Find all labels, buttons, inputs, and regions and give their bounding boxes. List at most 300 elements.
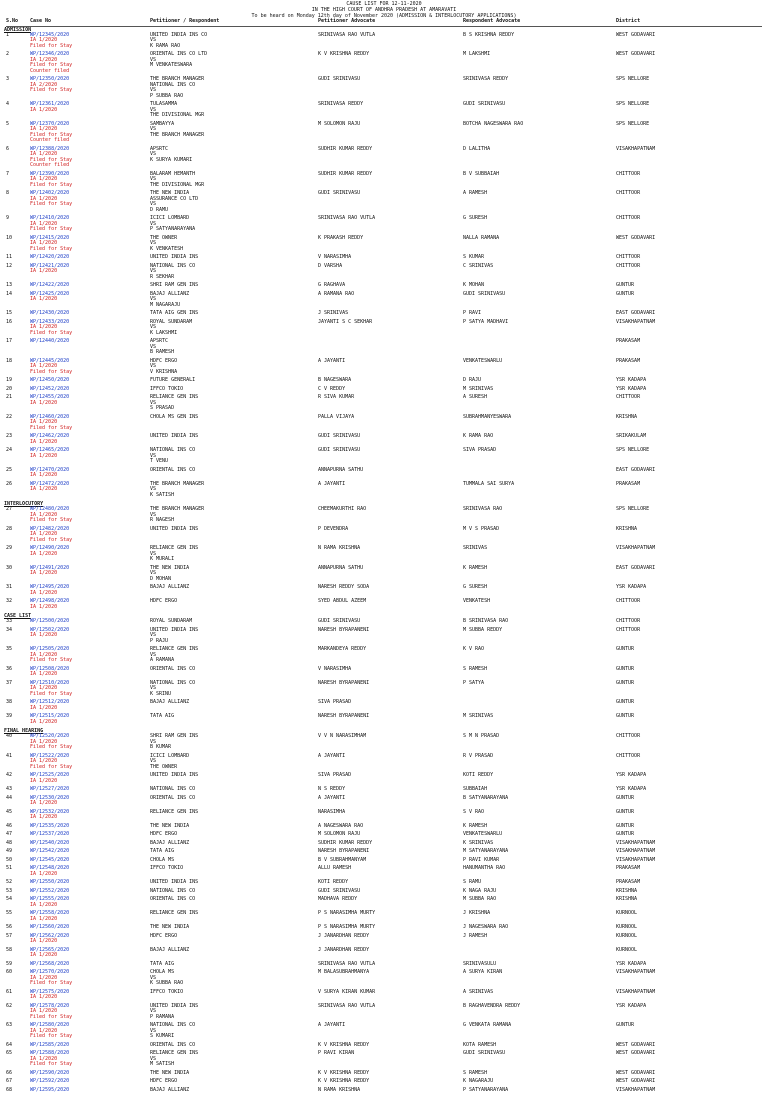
case-number-link[interactable]: WP/12465/2020 xyxy=(30,448,150,454)
case-status-note: Filed for Stay xyxy=(30,538,150,544)
party-names-cell xyxy=(150,191,318,213)
district: YSR KADAPA xyxy=(616,773,766,784)
case-number-link[interactable]: WP/12527/2020 xyxy=(30,787,150,793)
party-names-cell xyxy=(150,292,318,309)
respondent-advocate: A RAMESH xyxy=(463,191,616,213)
respondent-advocate: P SATYA xyxy=(463,681,616,698)
col-sno: S.No xyxy=(0,19,30,25)
case-number-link[interactable]: WP/12525/2020 xyxy=(30,773,150,779)
petitioner-advocate: N RAMA KRISHNA xyxy=(318,546,463,563)
petitioner-advocate: A JAYANTI xyxy=(318,359,463,376)
party-name: P SATYANARAYANA xyxy=(150,227,318,233)
case-number-link[interactable]: WP/12545/2020 xyxy=(30,858,150,864)
case-number-link[interactable]: WP/12420/2020 xyxy=(30,255,150,261)
party-name: NATIONAL INS CO xyxy=(150,264,318,270)
case-number-link[interactable]: WP/12345/2020 xyxy=(30,33,150,39)
respondent-advocate: K V RAO xyxy=(463,647,616,664)
district: CHITTOOR xyxy=(616,754,766,771)
table-row xyxy=(0,962,768,968)
respondent-advocate: K NAGA RAJU xyxy=(463,889,616,895)
case-status-note: Filed for Stay xyxy=(30,1062,150,1068)
case-number-link[interactable]: WP/12578/2020 xyxy=(30,1004,150,1010)
party-names-cell xyxy=(150,264,318,281)
party-name: VS xyxy=(150,202,318,208)
district: GUNTUR xyxy=(616,796,766,807)
party-name: TATA AIG GEN INS xyxy=(150,311,318,317)
case-status-note: IA 1/2020 xyxy=(30,686,150,692)
party-name: VS xyxy=(150,653,318,659)
district: KRISHNA xyxy=(616,889,766,895)
case-number-link[interactable]: WP/12515/2020 xyxy=(30,714,150,720)
district: KRISHNA xyxy=(616,897,766,908)
case-status-note: Filed for Stay xyxy=(30,981,150,987)
party-name: M SATISH xyxy=(150,1062,318,1068)
party-name: P RAJU xyxy=(150,639,318,645)
case-number-link[interactable]: WP/12505/2020 xyxy=(30,647,150,653)
petitioner-advocate: SRINIVASA RAO VUTLA xyxy=(318,1004,463,1021)
case-number-link[interactable]: WP/12570/2020 xyxy=(30,970,150,976)
table-row xyxy=(0,925,768,931)
district: KURNOOL xyxy=(616,911,766,922)
case-number-link[interactable]: WP/12350/2020 xyxy=(30,77,150,83)
party-name: VS xyxy=(150,487,318,493)
petitioner-advocate: SIVA PRASAD xyxy=(318,700,463,711)
case-number-cell xyxy=(30,378,150,384)
case-number-link[interactable]: WP/12498/2020 xyxy=(30,599,150,605)
respondent-advocate: S KUMAR xyxy=(463,255,616,261)
respondent-advocate: S RAMU xyxy=(463,880,616,886)
district: YSR KADAPA xyxy=(616,787,766,793)
party-name: T VENU xyxy=(150,459,318,465)
table-row xyxy=(0,448,768,465)
case-number-link[interactable]: WP/12455/2020 xyxy=(30,395,150,401)
case-number-link[interactable]: WP/12410/2020 xyxy=(30,216,150,222)
serial-number: 31 xyxy=(0,585,30,596)
case-number-link[interactable]: WP/12540/2020 xyxy=(30,841,150,847)
table-row xyxy=(0,832,768,838)
case-number-link[interactable]: WP/12452/2020 xyxy=(30,387,150,393)
petitioner-advocate: ALLU RAMESH xyxy=(318,866,463,877)
case-status-note: IA 1/2020 xyxy=(30,325,150,331)
respondent-advocate: VENKATESWARLU xyxy=(463,832,616,838)
serial-number: 37 xyxy=(0,681,30,698)
respondent-advocate: R V PRASAD xyxy=(463,754,616,771)
party-name: THE OWNER xyxy=(150,236,318,242)
respondent-advocate: S V RAO xyxy=(463,810,616,821)
party-name: THE BRANCH MANAGER xyxy=(150,77,318,83)
district: KURNOOL xyxy=(616,934,766,945)
respondent-advocate: K RAMESH xyxy=(463,566,616,583)
case-number-link[interactable]: WP/12530/2020 xyxy=(30,796,150,802)
case-number-link[interactable]: WP/12542/2020 xyxy=(30,849,150,855)
case-status-note: IA 1/2020 xyxy=(30,720,150,726)
respondent-advocate: B RAGHAVENDRA REDDY xyxy=(463,1004,616,1021)
serial-number: 23 xyxy=(0,434,30,445)
case-number-link[interactable]: WP/12495/2020 xyxy=(30,585,150,591)
party-names-cell xyxy=(150,714,318,725)
serial-number: 16 xyxy=(0,320,30,337)
respondent-advocate: M SRINIVAS xyxy=(463,714,616,725)
serial-number: 6 xyxy=(0,147,30,169)
table-row xyxy=(0,858,768,864)
party-name: VS xyxy=(150,177,318,183)
case-number-cell xyxy=(30,990,150,1001)
party-name: SHRI RAM GEN INS xyxy=(150,283,318,289)
party-name: RELIANCE GEN INS xyxy=(150,395,318,401)
case-number-link[interactable]: WP/12548/2020 xyxy=(30,866,150,872)
party-name: VS xyxy=(150,571,318,577)
section-heading: ADMISSION xyxy=(4,27,768,33)
case-number-link[interactable]: WP/12595/2020 xyxy=(30,1088,150,1093)
respondent-advocate: P SATYANARAYANA xyxy=(463,1088,616,1093)
party-names-cell xyxy=(150,122,318,144)
case-number-link[interactable]: WP/12562/2020 xyxy=(30,934,150,940)
party-name: TATA AIG xyxy=(150,714,318,720)
case-number-link[interactable]: WP/12421/2020 xyxy=(30,264,150,270)
case-status-note: Filed for Stay xyxy=(30,133,150,139)
serial-number: 10 xyxy=(0,236,30,253)
case-number-cell xyxy=(30,395,150,412)
case-status-note: Filed for Stay xyxy=(30,426,150,432)
case-number-cell xyxy=(30,619,150,625)
district: SRIKAKULAM xyxy=(616,434,766,445)
case-number-link[interactable]: WP/12346/2020 xyxy=(30,52,150,58)
table-row xyxy=(0,849,768,855)
party-names-cell xyxy=(150,734,318,751)
case-status-note: IA 1/2020 xyxy=(30,454,150,460)
table-row xyxy=(0,934,768,945)
case-number-link[interactable]: WP/12555/2020 xyxy=(30,897,150,903)
case-number-link[interactable]: WP/12568/2020 xyxy=(30,962,150,968)
party-name: IFFCO TOKIO xyxy=(150,990,318,996)
case-number-link[interactable]: WP/12482/2020 xyxy=(30,527,150,533)
case-number-link[interactable]: WP/12480/2020 xyxy=(30,507,150,513)
case-number-link[interactable]: WP/12552/2020 xyxy=(30,889,150,895)
case-number-link[interactable]: WP/12361/2020 xyxy=(30,102,150,108)
respondent-advocate: GUDI SRINIVASU xyxy=(463,1051,616,1068)
case-number-cell xyxy=(30,911,150,922)
party-names-cell xyxy=(150,970,318,987)
case-number-link[interactable]: WP/12537/2020 xyxy=(30,832,150,838)
party-names-cell xyxy=(150,866,318,877)
party-names-cell xyxy=(150,448,318,465)
table-row xyxy=(0,395,768,412)
district: YSR KADAPA xyxy=(616,378,766,384)
petitioner-advocate: NARESH REDDY SODA xyxy=(318,585,463,596)
district: WEST GODAVARI xyxy=(616,52,766,74)
table-row xyxy=(0,33,768,50)
case-number-link[interactable]: WP/12491/2020 xyxy=(30,566,150,572)
case-number-link[interactable]: WP/12370/2020 xyxy=(30,122,150,128)
case-number-link[interactable]: WP/12520/2020 xyxy=(30,734,150,740)
respondent-advocate: KOTA RAMESH xyxy=(463,1043,616,1049)
case-number-link[interactable]: WP/12422/2020 xyxy=(30,283,150,289)
table-row xyxy=(0,647,768,664)
party-name: THE NEW INDIA xyxy=(150,925,318,931)
serial-number: 2 xyxy=(0,52,30,74)
table-row xyxy=(0,841,768,847)
party-name: BAJAJ ALLIANZ xyxy=(150,585,318,591)
serial-number: 21 xyxy=(0,395,30,412)
case-status-note: IA 1/2020 xyxy=(30,487,150,493)
petitioner-advocate: SRINIVASA RAO VUTLA xyxy=(318,962,463,968)
serial-number: 61 xyxy=(0,990,30,1001)
party-name: VS xyxy=(150,513,318,519)
district: VISAKHAPATNAM xyxy=(616,970,766,987)
table-row xyxy=(0,507,768,524)
party-names-cell xyxy=(150,1051,318,1068)
col-party: Petitioner / Respondent xyxy=(150,19,318,25)
petitioner-advocate: M SOLOMON RAJU xyxy=(318,832,463,838)
case-number-link[interactable]: WP/12510/2020 xyxy=(30,681,150,687)
party-name: ORIENTAL INS CO xyxy=(150,1043,318,1049)
party-name: M NAGARAJU xyxy=(150,303,318,309)
case-number-cell xyxy=(30,102,150,119)
petitioner-advocate: K V KRISHNA REDDY xyxy=(318,1071,463,1077)
case-number-link[interactable]: WP/12535/2020 xyxy=(30,824,150,830)
case-number-cell xyxy=(30,810,150,821)
case-number-cell xyxy=(30,216,150,233)
district: VISAKHAPATNAM xyxy=(616,858,766,864)
case-status-note: Counter filed xyxy=(30,69,150,75)
table-row xyxy=(0,320,768,337)
case-number-link[interactable]: WP/12460/2020 xyxy=(30,415,150,421)
case-status-note: Filed for Stay xyxy=(30,202,150,208)
case-status-note: IA 1/2020 xyxy=(30,38,150,44)
table-row xyxy=(0,628,768,645)
party-name: K MURALI xyxy=(150,557,318,563)
table-row xyxy=(0,824,768,830)
serial-number: 49 xyxy=(0,849,30,855)
petitioner-advocate: NARESH BYRAPANENI xyxy=(318,714,463,725)
party-name: BAJAJ ALLIANZ xyxy=(150,292,318,298)
section-heading: FINAL HEARING xyxy=(4,728,768,734)
party-name: NATIONAL INS CO xyxy=(150,889,318,895)
serial-number: 55 xyxy=(0,911,30,922)
district: WEST GODAVARI xyxy=(616,1071,766,1077)
case-number-link[interactable]: WP/12560/2020 xyxy=(30,925,150,931)
case-status-note: Filed for Stay xyxy=(30,88,150,94)
petitioner-advocate: SRINIVASA REDDY xyxy=(318,102,463,119)
party-name: HDFC ERGO xyxy=(150,934,318,940)
case-status-note: Filed for Stay xyxy=(30,227,150,233)
col-res-adv: Respondent Advocate xyxy=(463,19,616,25)
serial-number: 40 xyxy=(0,734,30,751)
district: CHITTOOR xyxy=(616,619,766,625)
case-number-link[interactable]: WP/12430/2020 xyxy=(30,311,150,317)
party-name: BAJAJ ALLIANZ xyxy=(150,948,318,954)
case-number-link[interactable]: WP/12580/2020 xyxy=(30,1023,150,1029)
party-name: RELIANCE GEN INS xyxy=(150,911,318,917)
table-row xyxy=(0,700,768,711)
party-name: UNITED INDIA INS xyxy=(150,628,318,634)
case-number-link[interactable]: WP/12425/2020 xyxy=(30,292,150,298)
serial-number: 36 xyxy=(0,667,30,678)
case-number-link[interactable]: WP/12490/2020 xyxy=(30,546,150,552)
party-names-cell xyxy=(150,754,318,771)
respondent-advocate: M SUBBA RAO xyxy=(463,897,616,908)
respondent-advocate: M SATYANARAYANA xyxy=(463,849,616,855)
case-number-cell xyxy=(30,889,150,895)
serial-number: 68 xyxy=(0,1088,30,1093)
case-status-note: IA 1/2020 xyxy=(30,976,150,982)
district: YSR KADAPA xyxy=(616,585,766,596)
case-number-link[interactable]: WP/12565/2020 xyxy=(30,948,150,954)
case-number-cell xyxy=(30,858,150,864)
table-row xyxy=(0,387,768,393)
case-number-link[interactable]: WP/12472/2020 xyxy=(30,482,150,488)
party-name: THE BRANCH MANAGER xyxy=(150,507,318,513)
respondent-advocate: BOTCHA NAGESWARA RAO xyxy=(463,122,616,144)
party-name: HDFC ERGO xyxy=(150,599,318,605)
serial-number: 5 xyxy=(0,122,30,144)
respondent-advocate xyxy=(463,948,616,959)
case-number-link[interactable]: WP/12588/2020 xyxy=(30,1051,150,1057)
table-row xyxy=(0,734,768,751)
respondent-advocate: SRINIVASA REDDY xyxy=(463,77,616,99)
serial-number: 28 xyxy=(0,527,30,544)
case-number-link[interactable]: WP/12532/2020 xyxy=(30,810,150,816)
party-name: ORIENTAL INS CO xyxy=(150,468,318,474)
case-number-link[interactable]: WP/12512/2020 xyxy=(30,700,150,706)
case-number-cell xyxy=(30,527,150,544)
case-number-link[interactable]: WP/12415/2020 xyxy=(30,236,150,242)
district: VISAKHAPATNAM xyxy=(616,147,766,169)
respondent-advocate: G VENKATA RAMANA xyxy=(463,1023,616,1040)
case-number-link[interactable]: WP/12433/2020 xyxy=(30,320,150,326)
case-number-link[interactable]: WP/12462/2020 xyxy=(30,434,150,440)
serial-number: 46 xyxy=(0,824,30,830)
party-name: VS xyxy=(150,88,318,94)
district: SPS NELLORE xyxy=(616,77,766,99)
col-district: District xyxy=(616,19,766,25)
party-names-cell xyxy=(150,311,318,317)
district: KRISHNA xyxy=(616,527,766,544)
case-number-link[interactable]: WP/12450/2020 xyxy=(30,378,150,384)
case-number-link[interactable]: WP/12390/2020 xyxy=(30,172,150,178)
party-names-cell xyxy=(150,482,318,499)
case-number-link[interactable]: WP/12402/2020 xyxy=(30,191,150,197)
case-number-link[interactable]: WP/12585/2020 xyxy=(30,1043,150,1049)
party-name: S PRASAD xyxy=(150,406,318,412)
case-number-link[interactable]: WP/12508/2020 xyxy=(30,667,150,673)
case-status-note: IA 1/2020 xyxy=(30,127,150,133)
table-row xyxy=(0,359,768,376)
table-row xyxy=(0,1004,768,1021)
party-name: VS xyxy=(150,454,318,460)
party-name: RELIANCE GEN INS xyxy=(150,647,318,653)
case-number-link[interactable]: WP/12470/2020 xyxy=(30,468,150,474)
case-number-link[interactable]: WP/12558/2020 xyxy=(30,911,150,917)
case-status-note: IA 1/2020 xyxy=(30,364,150,370)
party-names-cell xyxy=(150,1043,318,1049)
case-number-link[interactable]: WP/12575/2020 xyxy=(30,990,150,996)
party-name: THE NEW INDIA xyxy=(150,824,318,830)
case-status-note: Filed for Stay xyxy=(30,658,150,664)
case-status-note: Filed for Stay xyxy=(30,745,150,751)
case-number-cell xyxy=(30,948,150,959)
party-name: B RAMESH xyxy=(150,350,318,356)
petitioner-advocate: K PRAKASH REDDY xyxy=(318,236,463,253)
serial-number: 41 xyxy=(0,754,30,771)
petitioner-advocate: NARASIMHA xyxy=(318,810,463,821)
case-number-link[interactable]: WP/12522/2020 xyxy=(30,754,150,760)
serial-number: 34 xyxy=(0,628,30,645)
case-number-cell xyxy=(30,734,150,751)
table-row xyxy=(0,681,768,698)
party-names-cell xyxy=(150,387,318,393)
table-row xyxy=(0,787,768,793)
serial-number: 64 xyxy=(0,1043,30,1049)
case-number-cell xyxy=(30,1088,150,1093)
case-number-link[interactable]: WP/12592/2020 xyxy=(30,1079,150,1085)
table-row xyxy=(0,1071,768,1077)
serial-number: 45 xyxy=(0,810,30,821)
table-row xyxy=(0,599,768,610)
case-number-link[interactable]: WP/12445/2020 xyxy=(30,359,150,365)
case-number-link[interactable]: WP/12388/2020 xyxy=(30,147,150,153)
party-name: CHOLA MS xyxy=(150,858,318,864)
serial-number: 59 xyxy=(0,962,30,968)
party-names-cell xyxy=(150,962,318,968)
petitioner-advocate: R SIVA KUMAR xyxy=(318,395,463,412)
party-name: BAJAJ ALLIANZ xyxy=(150,841,318,847)
serial-number: 33 xyxy=(0,619,30,625)
case-number-link[interactable]: WP/12502/2020 xyxy=(30,628,150,634)
respondent-advocate: VENKATESWARLU xyxy=(463,359,616,376)
serial-number: 66 xyxy=(0,1071,30,1077)
serial-number: 20 xyxy=(0,387,30,393)
petitioner-advocate: V NARASIMHA xyxy=(318,255,463,261)
petitioner-advocate: A JAYANTI xyxy=(318,796,463,807)
party-names-cell xyxy=(150,566,318,583)
party-name: IFFCO TOKIO xyxy=(150,866,318,872)
case-number-link[interactable]: WP/12500/2020 xyxy=(30,619,150,625)
case-status-note: IA 1/2020 xyxy=(30,473,150,479)
serial-number: 4 xyxy=(0,102,30,119)
serial-number: 7 xyxy=(0,172,30,189)
respondent-advocate: A SURESH xyxy=(463,395,616,412)
case-number-cell xyxy=(30,191,150,213)
serial-number: 35 xyxy=(0,647,30,664)
case-number-cell xyxy=(30,283,150,289)
case-number-link[interactable]: WP/12590/2020 xyxy=(30,1071,150,1077)
case-number-link[interactable]: WP/12550/2020 xyxy=(30,880,150,886)
table-row xyxy=(0,311,768,317)
respondent-advocate: G SURESH xyxy=(463,216,616,233)
case-status-note: Filed for Stay xyxy=(30,370,150,376)
party-names-cell xyxy=(150,1004,318,1021)
party-name: VS xyxy=(150,269,318,275)
party-names-cell xyxy=(150,796,318,807)
table-row xyxy=(0,191,768,213)
party-name: VS xyxy=(150,976,318,982)
district: KURNOOL xyxy=(616,948,766,959)
party-name: NATIONAL INS CO xyxy=(150,448,318,454)
header-line-2: IN THE HIGH COURT OF ANDHRA PRADESH AT AMARAVATI xyxy=(0,7,768,13)
case-number-cell xyxy=(30,236,150,253)
party-names-cell xyxy=(150,33,318,50)
party-name: THE OWNER xyxy=(150,765,318,771)
serial-number: 8 xyxy=(0,191,30,213)
party-names-cell xyxy=(150,415,318,432)
table-row xyxy=(0,810,768,821)
case-number-link[interactable]: WP/12440/2020 xyxy=(30,339,150,345)
serial-number: 30 xyxy=(0,566,30,583)
petitioner-advocate: P S NARASIMHA MURTY xyxy=(318,925,463,931)
case-number-cell xyxy=(30,507,150,524)
petitioner-advocate: M SOLOMON RAJU xyxy=(318,122,463,144)
